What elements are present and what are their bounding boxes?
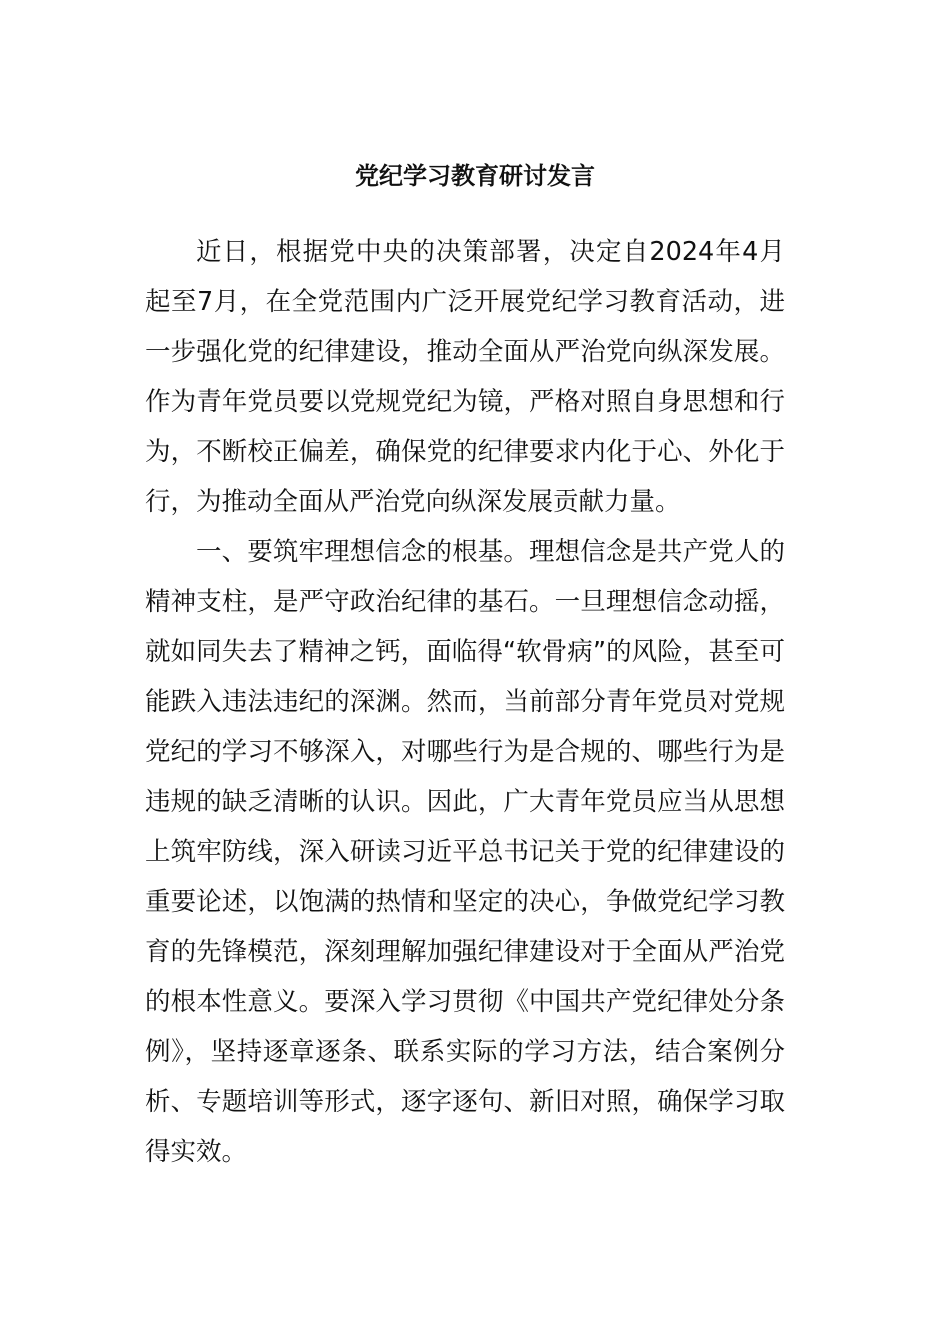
- document-body: [145, 227, 785, 1177]
- document-title: 党纪学习教育研讨发言: [355, 162, 595, 190]
- paragraph-section-one: 一、要筑牢理想信念的根基。理想信念是共产党人的精神支柱，是严守政治纪律的基石。一旦理想信念动摇，就如同失去了精神之钙，面临得“软骨病”的风险，甚至可能跌入违法违纪的深渊。然而，当前部分青年党员对党规党纪的学习不够深入，对哪些行为是合规的、哪些行为是违规的缺乏清晰的认识。因此，广大青年党员应当从思想上筑牢防线，深入研读习近平总书记关于党的纪律建设的重要论述，以饱满的热情和坚定的决心，争做党纪学习教育的先锋模范，深刻理解加强纪律建设对于全面从严治党的根本性意义。要深入学习贯彻《中国共产党纪律处分条例》，坚持逐章逐条、联系实际的学习方法，结合案例分析、专题培训等形式，逐字逐句、新旧对照，确保学习取得实效。: [145, 537, 785, 1167]
- paragraph-intro: 近日，根据党中央的决策部署，决定自2024年4月起至7月，在全党范围内广泛开展党纪学习教育活动，进一步强化党的纪律建设，推动全面从严治党向纵深发展。作为青年党员要以党规党纪为镜，严格对照自身思想和行为，不断校正偏差，确保党的纪律要求内化于心、外化于行，为推动全面从严治党向纵深发展贡献力量。: [145, 237, 785, 517]
